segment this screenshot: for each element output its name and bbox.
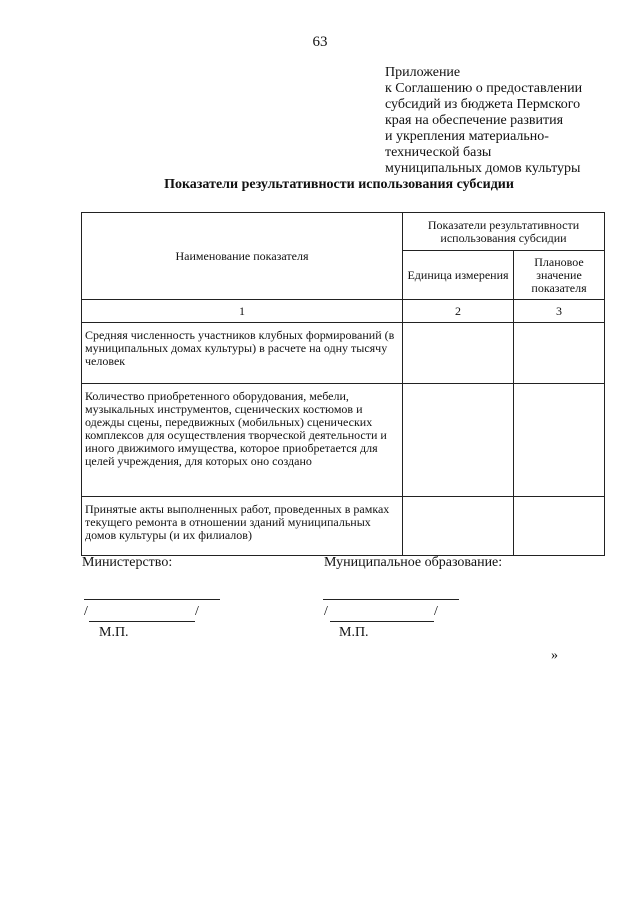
unit-cell	[403, 323, 514, 384]
ministry-name-line	[89, 621, 195, 622]
column-number: 2	[403, 300, 514, 323]
document-title: Показатели результативности использования субсидии	[164, 177, 514, 192]
municipality-signature-line	[323, 599, 459, 600]
appendix-line: технической базы	[385, 145, 492, 160]
appendix-line: муниципальных домов культуры	[385, 161, 581, 176]
appendix-header	[385, 65, 625, 177]
municipality-stamp: М.П.	[339, 625, 369, 640]
ministry-signature-line	[84, 599, 220, 600]
slash-right: /	[434, 604, 438, 619]
closing-quote: »	[551, 648, 558, 663]
indicator-name-cell: Количество приобретенного оборудования, мебели, музыкальных инструментов, сценических костюмов и одежды сцены, передвижных (мобильных) сценических комплексов для осуществления творческой деятельности и иного движимого имущества, которое приобретается для целей учреждения, для которых оно создано	[82, 384, 403, 497]
plan-value-cell	[514, 384, 605, 497]
slash-left: /	[84, 604, 88, 619]
unit-cell	[403, 384, 514, 497]
slash-left: /	[324, 604, 328, 619]
column-number: 1	[82, 300, 403, 323]
municipality-label: Муниципальное образование:	[324, 555, 503, 570]
ministry-label: Министерство:	[82, 555, 173, 570]
appendix-line: субсидий из бюджета Пермского	[385, 97, 581, 112]
table-row	[82, 384, 605, 497]
municipality-name-line	[330, 621, 434, 622]
plan-value-cell	[514, 497, 605, 556]
header-indicator-name: Наименование показателя	[82, 213, 403, 300]
header-plan-value: Плановое значение показателя	[514, 251, 605, 300]
table-row	[82, 497, 605, 556]
indicator-name-cell: Средняя численность участников клубных формирований (в муниципальных домах культуры) в расчете на одну тысячу человек	[82, 323, 403, 384]
indicators-table	[81, 212, 605, 556]
table-row	[82, 323, 605, 384]
slash-right: /	[195, 604, 199, 619]
unit-cell	[403, 497, 514, 556]
appendix-line: края на обеспечение развития	[385, 113, 564, 128]
indicator-name-cell: Принятые акты выполненных работ, проведенных в рамках текущего ремонта в отношении зданий муниципальных домов культуры (и их филиалов)	[82, 497, 403, 556]
header-unit: Единица измерения	[403, 251, 514, 300]
appendix-line: к Соглашению о предоставлении	[385, 81, 583, 96]
ministry-stamp: М.П.	[99, 625, 129, 640]
header-indicators-group: Показатели результативности использования субсидии	[403, 213, 605, 251]
column-number: 3	[514, 300, 605, 323]
appendix-line: Приложение	[385, 65, 461, 80]
plan-value-cell	[514, 323, 605, 384]
appendix-line: и укрепления материально-	[385, 129, 549, 144]
page-number: 63	[312, 34, 328, 50]
